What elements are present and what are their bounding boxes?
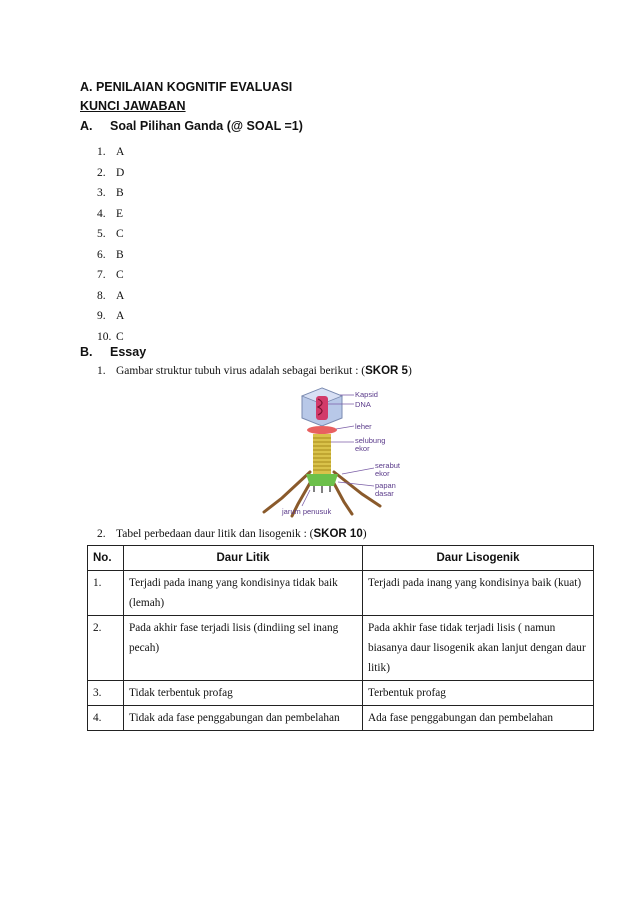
cell-lisogenik: Terjadi pada inang yang kondisinya baik (kuat) (363, 571, 594, 616)
label-papan: papan (375, 481, 396, 490)
label-serabut-ekor: ekor (375, 469, 390, 478)
label-serabut: serabut (375, 461, 401, 470)
header-no: No. (88, 546, 124, 571)
question-text: Tabel perbedaan daur litik dan lisogenik : ( (116, 528, 314, 540)
list-item (97, 327, 124, 348)
cell-lisogenik: Terbentuk profag (363, 681, 594, 706)
bacteriophage-diagram (262, 386, 444, 520)
label-kapsid: Kapsid (355, 390, 378, 399)
tail-pins (314, 486, 330, 493)
table-header-row (88, 546, 594, 571)
cell-no: 1. (88, 571, 124, 616)
answer-number: 1. (97, 146, 106, 158)
label-selubung-ekor: ekor (355, 444, 370, 453)
header-lisogenik: Daur Lisogenik (363, 546, 594, 571)
answer-value: A (116, 310, 125, 322)
question-close: ) (407, 365, 412, 377)
answer-number: 9. (97, 310, 106, 322)
answer-list (97, 142, 124, 347)
cell-litik: Tidak ada fase penggabungan dan pembelahan (124, 706, 363, 731)
answer-number: 2. (97, 166, 106, 179)
question-number: 2. (97, 528, 106, 540)
label-dna: DNA (355, 400, 371, 409)
list-item (97, 245, 124, 266)
answer-number: 4. (97, 207, 106, 220)
question-number: 1. (97, 365, 106, 377)
page-heading: A. PENILAIAN KOGNITIF EVALUASI (80, 80, 293, 94)
label-papan-dasar: dasar (375, 489, 394, 498)
table-row (88, 571, 594, 616)
tail-sheath (313, 434, 331, 474)
virus-structure-figure (262, 386, 444, 520)
list-item (97, 142, 124, 163)
answer-number: 8. (97, 289, 106, 302)
section-b-title: Essay (110, 345, 147, 359)
list-item (97, 306, 124, 327)
section-a-label: A. (80, 119, 93, 133)
table-row (88, 681, 594, 706)
list-item (97, 286, 124, 307)
answer-number: 3. (97, 187, 106, 199)
score-label: SKOR 5 (365, 365, 408, 377)
header-litik: Daur Litik (124, 546, 363, 571)
answer-number: 6. (97, 248, 106, 261)
list-item (97, 204, 124, 225)
answer-value: C (116, 228, 124, 240)
list-item (97, 224, 124, 245)
answer-value: B (116, 248, 124, 261)
cell-no: 3. (88, 681, 124, 706)
answer-value: B (116, 187, 124, 199)
lytic-lysogenic-table (87, 545, 594, 731)
answer-value: A (116, 289, 125, 302)
answer-value: E (116, 207, 124, 220)
section-a-title: Soal Pilihan Ganda (@ SOAL =1) (110, 119, 303, 133)
base-plate (306, 474, 338, 486)
section-a-heading (80, 119, 303, 133)
cell-no: 4. (88, 706, 124, 731)
essay-question-2 (97, 526, 367, 542)
cell-lisogenik: Ada fase penggabungan dan pembelahan (363, 706, 594, 731)
cell-lisogenik: Pada akhir fase tidak terjadi lisis ( namun biasanya daur lisogenik akan lanjut dengan daur litik) (363, 616, 594, 681)
collar (307, 426, 337, 434)
section-b-label: B. (80, 345, 93, 359)
answer-key-heading: KUNCI JAWABAN (80, 99, 186, 113)
question-text: Gambar struktur tubuh virus adalah sebagai berikut : ( (116, 365, 366, 377)
label-leher: leher (355, 422, 372, 431)
section-b-heading (80, 345, 146, 359)
cell-litik: Terjadi pada inang yang kondisinya tidak baik (lemah) (124, 571, 363, 616)
list-item (97, 163, 124, 184)
question-close: ) (362, 528, 367, 540)
answer-value: A (116, 146, 125, 158)
label-jarum: jarum penusuk (282, 507, 332, 516)
cell-no: 2. (88, 616, 124, 681)
answer-value: D (116, 166, 125, 179)
score-label: SKOR 10 (313, 528, 363, 540)
answer-number: 10. (97, 330, 112, 343)
answer-number: 7. (97, 269, 106, 281)
essay-question-1 (97, 363, 412, 379)
list-item (97, 183, 124, 204)
label-selubung: selubung (355, 436, 386, 445)
answer-value: C (116, 330, 124, 343)
table-row (88, 706, 594, 731)
answer-value: C (116, 269, 124, 281)
dna (316, 396, 328, 420)
cell-litik: Pada akhir fase terjadi lisis (dindiing sel inang pecah) (124, 616, 363, 681)
list-item (97, 265, 124, 286)
answer-number: 5. (97, 228, 106, 240)
cell-litik: Tidak terbentuk profag (124, 681, 363, 706)
table-row (88, 616, 594, 681)
